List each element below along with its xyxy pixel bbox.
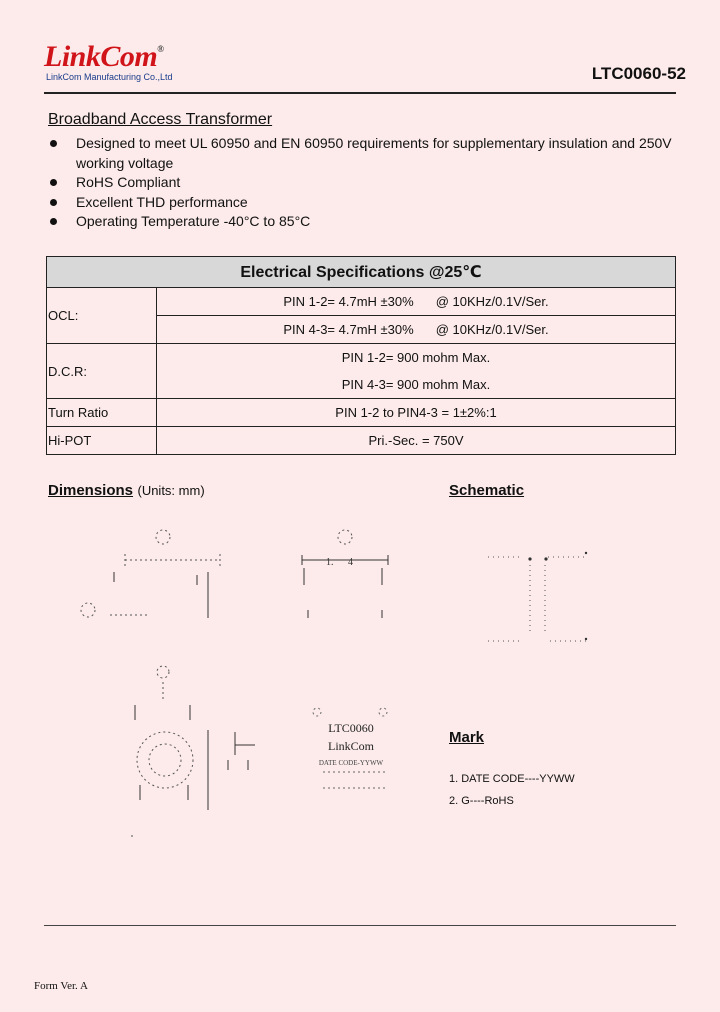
mark-title: Mark [449, 729, 485, 746]
product-title: Broadband Access Transformer [48, 111, 273, 128]
electrical-spec-table [46, 256, 676, 455]
schematic-diagram [480, 545, 600, 650]
form-version: Form Ver. A [34, 980, 88, 992]
dimensions-units: (Units: mm) [137, 483, 205, 498]
dcr-label: D.C.R: [47, 344, 157, 399]
ocl-row: PIN 1-2= 4.7mH ±30% @ 10KHz/0.1V/Ser. [157, 288, 676, 316]
turn-ratio-label: Turn Ratio [47, 399, 157, 427]
header-divider [44, 92, 676, 94]
feature-item: Operating Temperature -40°C to 85°C [48, 212, 678, 232]
svg-text:1.: 1. [326, 557, 334, 568]
ocl-row: PIN 4-3= 4.7mH ±30% @ 10KHz/0.1V/Ser. [157, 316, 676, 344]
feature-list [48, 134, 678, 232]
dimensions-title: Dimensions [48, 482, 134, 499]
schematic-title: Schematic [449, 482, 525, 499]
ocl-label: OCL: [47, 288, 157, 344]
feature-item: Designed to meet UL 60950 and EN 60950 requirements for supplementary insulation and 250V working voltage [48, 134, 678, 173]
feature-item: Excellent THD performance [48, 193, 678, 213]
svg-text:4: 4 [348, 557, 353, 568]
spec-table-heading: Electrical Specifications @25℃ [47, 257, 676, 288]
mark-item-rohs: 2. G----RoHS [449, 795, 514, 807]
company-name: LinkCom Manufacturing Co.,Ltd [46, 72, 173, 82]
company-logo: LinkCom® [44, 40, 164, 73]
marking-date-code: DATE CODE-YYWW [318, 759, 384, 767]
feature-item: RoHS Compliant [48, 173, 678, 193]
mark-item-date-code: 1. DATE CODE----YYWW [449, 773, 575, 785]
hipot-value: Pri.-Sec. = 750V [157, 427, 676, 455]
dimension-side-view [70, 520, 240, 630]
dcr-row: PIN 4-3= 900 mohm Max. [157, 371, 676, 399]
hipot-label: Hi-POT [47, 427, 157, 455]
component-top-view [305, 700, 405, 805]
dimension-front-view [290, 525, 400, 625]
dcr-row: PIN 1-2= 900 mohm Max. [157, 344, 676, 372]
dimensions-heading [48, 482, 205, 500]
marking-part-number: LTC0060 [328, 721, 374, 735]
footer-divider [44, 925, 676, 926]
marking-brand: LinkCom [327, 739, 375, 753]
turn-ratio-value: PIN 1-2 to PIN4-3 = 1±2%:1 [157, 399, 676, 427]
part-number: LTC0060-52 [591, 64, 686, 83]
dimension-bottom-view [110, 660, 260, 840]
